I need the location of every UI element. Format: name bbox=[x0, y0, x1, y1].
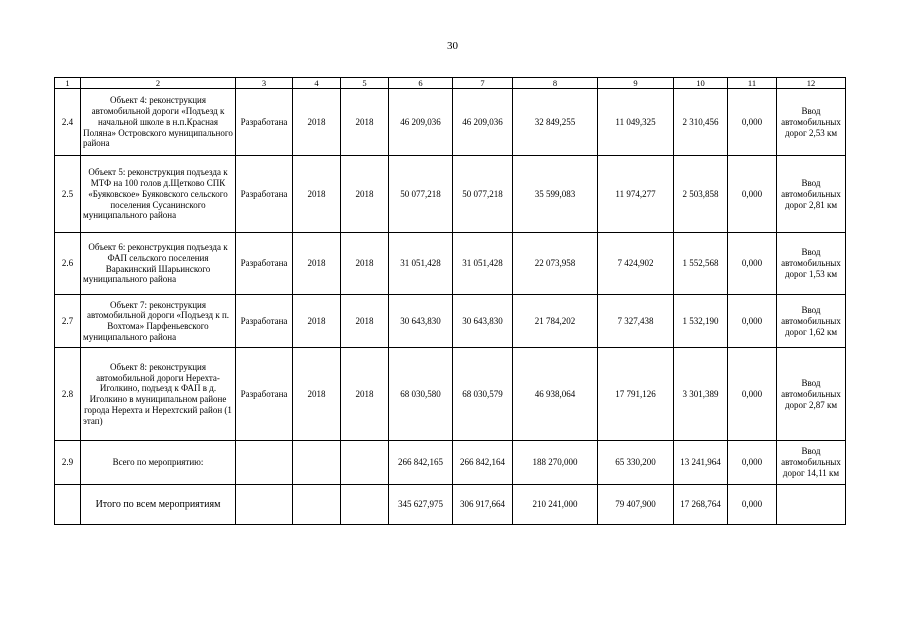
row-number: 2.9 bbox=[55, 441, 81, 485]
year-end-cell: 2018 bbox=[341, 233, 389, 295]
value-col11: 0,000 bbox=[728, 348, 777, 441]
value-col10: 2 310,456 bbox=[674, 89, 728, 156]
row-number: 2.6 bbox=[55, 233, 81, 295]
result-cell: Ввод автомобильных дорог 2,53 км bbox=[777, 89, 846, 156]
table-row bbox=[55, 156, 846, 233]
value-col7: 30 643,830 bbox=[453, 295, 513, 348]
value-col7: 306 917,664 bbox=[453, 485, 513, 525]
row-number: 2.4 bbox=[55, 89, 81, 156]
table-row bbox=[55, 89, 846, 156]
value-col10: 1 532,190 bbox=[674, 295, 728, 348]
value-col10: 3 301,389 bbox=[674, 348, 728, 441]
year-start-cell: 2018 bbox=[293, 156, 341, 233]
value-col6: 345 627,975 bbox=[389, 485, 453, 525]
empty-cell bbox=[236, 441, 293, 485]
status-cell: Разработана bbox=[236, 348, 293, 441]
year-start-cell: 2018 bbox=[293, 89, 341, 156]
value-col10: 13 241,964 bbox=[674, 441, 728, 485]
status-cell: Разработана bbox=[236, 89, 293, 156]
value-col6: 46 209,036 bbox=[389, 89, 453, 156]
value-col6: 68 030,580 bbox=[389, 348, 453, 441]
empty-cell bbox=[293, 485, 341, 525]
column-number: 2 bbox=[81, 78, 236, 89]
object-description: Объект 4: реконструкция автомобильной дороги «Подъезд к начальной школе в н.п.Красная Поляна» Островского муниципального района bbox=[81, 89, 236, 156]
empty-cell bbox=[236, 485, 293, 525]
value-col7: 31 051,428 bbox=[453, 233, 513, 295]
result-cell: Ввод автомобильных дорог 1,53 км bbox=[777, 233, 846, 295]
year-end-cell: 2018 bbox=[341, 156, 389, 233]
value-col7: 266 842,164 bbox=[453, 441, 513, 485]
column-number: 1 bbox=[55, 78, 81, 89]
total-label: Итого по всем мероприятиям bbox=[81, 485, 236, 525]
row-number: 2.8 bbox=[55, 348, 81, 441]
value-col6: 50 077,218 bbox=[389, 156, 453, 233]
value-col9: 11 049,325 bbox=[598, 89, 674, 156]
value-col8: 46 938,064 bbox=[513, 348, 598, 441]
value-col9: 65 330,200 bbox=[598, 441, 674, 485]
value-col11: 0,000 bbox=[728, 485, 777, 525]
empty-cell bbox=[341, 485, 389, 525]
value-col9: 11 974,277 bbox=[598, 156, 674, 233]
value-col6: 30 643,830 bbox=[389, 295, 453, 348]
total-row bbox=[55, 485, 846, 525]
subtotal-row bbox=[55, 441, 846, 485]
value-col7: 50 077,218 bbox=[453, 156, 513, 233]
value-col7: 68 030,579 bbox=[453, 348, 513, 441]
value-col7: 46 209,036 bbox=[453, 89, 513, 156]
value-col11: 0,000 bbox=[728, 295, 777, 348]
row-number: 2.7 bbox=[55, 295, 81, 348]
result-cell: Ввод автомобильных дорог 2,87 км bbox=[777, 348, 846, 441]
column-number: 5 bbox=[341, 78, 389, 89]
year-start-cell: 2018 bbox=[293, 348, 341, 441]
subtotal-label: Всего по мероприятию: bbox=[81, 441, 236, 485]
column-number: 8 bbox=[513, 78, 598, 89]
object-description: Объект 8: реконструкция автомобильной дороги Нерехта-Иголкино, подъезд к ФАП в д. Иголкино в муниципальном районе города Нерехта и Нерехтский район (1 этап) bbox=[81, 348, 236, 441]
value-col9: 7 327,438 bbox=[598, 295, 674, 348]
column-number: 7 bbox=[453, 78, 513, 89]
value-col11: 0,000 bbox=[728, 233, 777, 295]
value-col6: 31 051,428 bbox=[389, 233, 453, 295]
value-col10: 17 268,764 bbox=[674, 485, 728, 525]
value-col11: 0,000 bbox=[728, 156, 777, 233]
value-col11: 0,000 bbox=[728, 89, 777, 156]
status-cell: Разработана bbox=[236, 233, 293, 295]
value-col6: 266 842,165 bbox=[389, 441, 453, 485]
table-row bbox=[55, 295, 846, 348]
year-end-cell: 2018 bbox=[341, 89, 389, 156]
value-col8: 35 599,083 bbox=[513, 156, 598, 233]
value-col8: 22 073,958 bbox=[513, 233, 598, 295]
result-cell: Ввод автомобильных дорог 14,11 км bbox=[777, 441, 846, 485]
year-end-cell: 2018 bbox=[341, 295, 389, 348]
object-description: Объект 7: реконструкция автомобильной дороги «Подъезд к п. Вохтома» Парфеньевского муниципального района bbox=[81, 295, 236, 348]
row-number: 2.5 bbox=[55, 156, 81, 233]
value-col9: 17 791,126 bbox=[598, 348, 674, 441]
empty-cell bbox=[777, 485, 846, 525]
result-cell: Ввод автомобильных дорог 1,62 км bbox=[777, 295, 846, 348]
column-number: 6 bbox=[389, 78, 453, 89]
value-col8: 188 270,000 bbox=[513, 441, 598, 485]
value-col8: 21 784,202 bbox=[513, 295, 598, 348]
object-description: Объект 5: реконструкция подъезда к МТФ на 100 голов д.Щетково СПК «Буяковское» Буяковского сельского поселения Сусанинского муниципального района bbox=[81, 156, 236, 233]
value-col11: 0,000 bbox=[728, 441, 777, 485]
value-col10: 1 552,568 bbox=[674, 233, 728, 295]
column-number: 9 bbox=[598, 78, 674, 89]
year-start-cell: 2018 bbox=[293, 233, 341, 295]
object-description: Объект 6: реконструкция подъезда к ФАП сельского поселения Варакинский Шарьинского муниципального района bbox=[81, 233, 236, 295]
table-row bbox=[55, 348, 846, 441]
page-number: 30 bbox=[447, 40, 458, 52]
value-col8: 210 241,000 bbox=[513, 485, 598, 525]
budget-table bbox=[54, 77, 846, 525]
empty-cell bbox=[293, 441, 341, 485]
empty-cell bbox=[55, 485, 81, 525]
result-cell: Ввод автомобильных дорог 2,81 км bbox=[777, 156, 846, 233]
status-cell: Разработана bbox=[236, 295, 293, 348]
year-end-cell: 2018 bbox=[341, 348, 389, 441]
column-number-row bbox=[55, 78, 846, 89]
value-col8: 32 849,255 bbox=[513, 89, 598, 156]
value-col9: 79 407,900 bbox=[598, 485, 674, 525]
column-number: 4 bbox=[293, 78, 341, 89]
column-number: 3 bbox=[236, 78, 293, 89]
year-start-cell: 2018 bbox=[293, 295, 341, 348]
column-number: 11 bbox=[728, 78, 777, 89]
status-cell: Разработана bbox=[236, 156, 293, 233]
column-number: 10 bbox=[674, 78, 728, 89]
table-row bbox=[55, 233, 846, 295]
empty-cell bbox=[341, 441, 389, 485]
value-col10: 2 503,858 bbox=[674, 156, 728, 233]
value-col9: 7 424,902 bbox=[598, 233, 674, 295]
column-number: 12 bbox=[777, 78, 846, 89]
